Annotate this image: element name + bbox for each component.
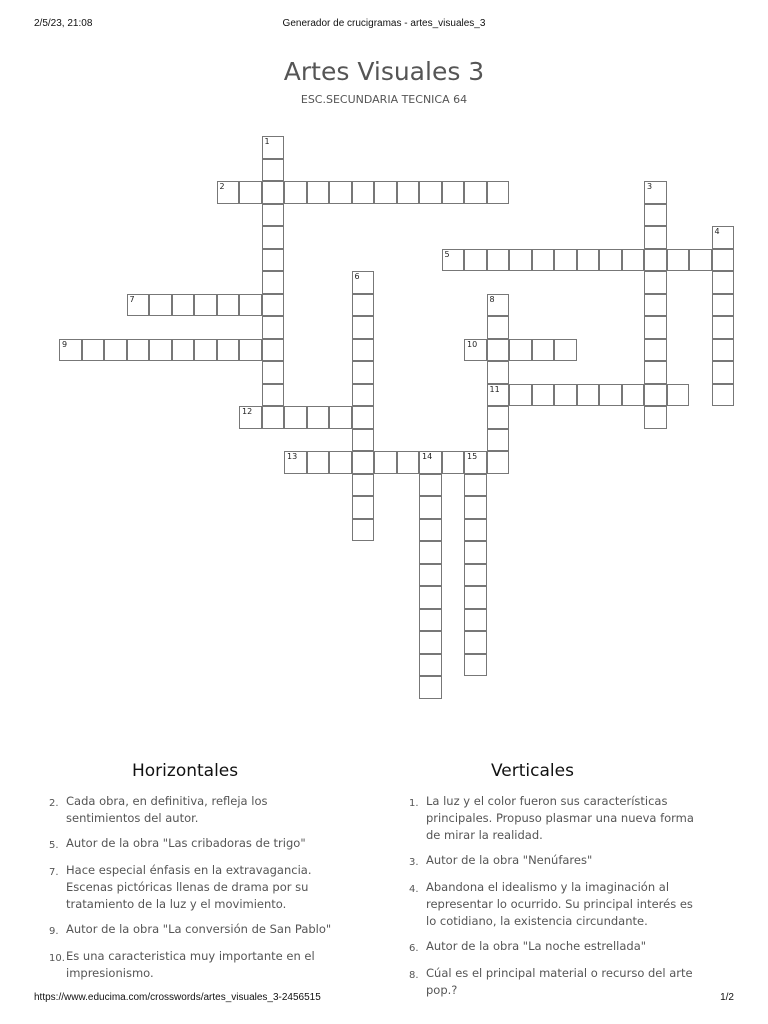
crossword-cell[interactable] (149, 339, 172, 362)
clue-number: 1. (409, 798, 419, 809)
crossword-cell[interactable] (352, 496, 375, 519)
crossword-cell[interactable] (644, 316, 667, 339)
crossword-cell[interactable] (599, 384, 622, 407)
crossword-cell[interactable] (262, 316, 285, 339)
crossword-cell[interactable] (262, 226, 285, 249)
clue-number: 4. (409, 884, 419, 895)
crossword-cell[interactable] (712, 384, 735, 407)
crossword-cell[interactable] (464, 496, 487, 519)
clue-text: La luz y el color fueron sus características principales. Propuso plasmar una nueva forma de mirar la realidad. (426, 794, 694, 842)
crossword-cell[interactable] (577, 384, 600, 407)
crossword-cell[interactable] (644, 384, 667, 407)
crossword-cell[interactable] (352, 294, 375, 317)
crossword-cell[interactable] (172, 294, 195, 317)
crossword-cell[interactable] (442, 249, 465, 272)
crossword-cell[interactable] (149, 294, 172, 317)
crossword-cell[interactable] (464, 339, 487, 362)
crossword-cell[interactable] (352, 451, 375, 474)
clue-item (36, 835, 336, 854)
crossword-cell[interactable] (419, 676, 442, 699)
crossword-cell[interactable] (352, 519, 375, 542)
crossword-cell[interactable] (554, 384, 577, 407)
clue-number: 7. (49, 867, 59, 878)
cell-number: 2 (219, 182, 225, 191)
clue-item (36, 793, 336, 827)
cell-number: 5 (444, 249, 450, 259)
clue-text: Autor de la obra "La noche estrellada" (426, 939, 647, 953)
crossword-cell[interactable] (644, 361, 667, 384)
crossword-cell[interactable] (262, 204, 285, 227)
cell-number: 12 (242, 407, 253, 416)
crossword-cell[interactable] (262, 249, 285, 272)
clue-item (396, 879, 696, 930)
clue-item (396, 965, 696, 999)
crossword-cell[interactable] (194, 339, 217, 362)
crossword-cell[interactable] (419, 181, 442, 204)
clue-text: Abandona el idealismo y la imaginación al representar lo ocurrido. Su principal interés es lo cotidiano, la existencia circundante. (426, 880, 693, 928)
crossword-cell[interactable] (532, 384, 555, 407)
crossword-cell[interactable] (712, 361, 735, 384)
crossword-cell[interactable] (644, 204, 667, 227)
crossword-cell[interactable] (82, 339, 105, 362)
cell-number: 14 (422, 452, 433, 461)
crossword-cell[interactable] (487, 316, 510, 339)
crossword-cell[interactable] (374, 451, 397, 474)
cell-number: 9 (62, 339, 68, 349)
crossword-cell[interactable] (487, 249, 510, 272)
clue-number: 10. (49, 953, 65, 964)
clue-text: Hace especial énfasis en la extravagancia. Escenas pictóricas llenas de drama por su tratamiento de la luz y el movimiento. (66, 863, 312, 911)
crossword-cell[interactable] (487, 429, 510, 452)
crossword-cell[interactable] (329, 451, 352, 474)
crossword-cell[interactable] (509, 339, 532, 362)
clue-text: Cúal es el principal material o recurso del arte pop.? (426, 966, 693, 997)
crossword-cell[interactable] (487, 339, 510, 362)
crossword-cell[interactable] (239, 181, 262, 204)
crossword-cell[interactable] (397, 181, 420, 204)
crossword-cell[interactable] (644, 294, 667, 317)
crossword-cell[interactable] (667, 384, 690, 407)
crossword-cell[interactable] (59, 339, 82, 362)
crossword-cell[interactable] (397, 451, 420, 474)
crossword-cell[interactable] (352, 271, 375, 294)
clue-text: Autor de la obra "La conversión de San Pablo" (66, 922, 332, 936)
crossword-cell[interactable] (464, 451, 487, 474)
clue-text: Es una caracteristica muy importante en el impresionismo. (66, 949, 315, 980)
crossword-cell[interactable] (239, 294, 262, 317)
crossword-cell[interactable] (239, 339, 262, 362)
crossword-cell[interactable] (352, 429, 375, 452)
cell-number: 1 (264, 137, 270, 146)
crossword-cell[interactable] (419, 654, 442, 677)
crossword-cell[interactable] (352, 316, 375, 339)
crossword-cell[interactable] (442, 451, 465, 474)
crossword-cell[interactable] (464, 181, 487, 204)
crossword-cell[interactable] (487, 361, 510, 384)
crossword-cell[interactable] (194, 294, 217, 317)
crossword-cell[interactable] (712, 339, 735, 362)
crossword-cell[interactable] (464, 541, 487, 564)
crossword-cell[interactable] (419, 451, 442, 474)
crossword-cell[interactable] (262, 159, 285, 182)
crossword-cell[interactable] (419, 586, 442, 609)
cell-number: 3 (647, 182, 653, 191)
crossword-cell[interactable] (307, 406, 330, 429)
cell-number: 13 (287, 452, 298, 461)
crossword-cell[interactable] (352, 339, 375, 362)
crossword-cell[interactable] (464, 654, 487, 677)
crossword-cell[interactable] (352, 181, 375, 204)
crossword-cell[interactable] (284, 451, 307, 474)
crossword-cell[interactable] (464, 586, 487, 609)
crossword-cell[interactable] (127, 294, 150, 317)
crossword-cell[interactable] (419, 564, 442, 587)
crossword-cell[interactable] (419, 541, 442, 564)
cell-number: 4 (714, 227, 720, 236)
crossword-cell[interactable] (419, 474, 442, 497)
clue-number: 6. (409, 943, 419, 954)
crossword-cell[interactable] (532, 249, 555, 272)
clue-number: 5. (49, 840, 59, 851)
crossword-cell[interactable] (352, 361, 375, 384)
crossword-cell[interactable] (352, 474, 375, 497)
clue-text: Autor de la obra "Las cribadoras de trigo" (66, 836, 306, 850)
crossword-cell[interactable] (464, 609, 487, 632)
crossword-cell[interactable] (442, 181, 465, 204)
crossword-cell[interactable] (644, 406, 667, 429)
document-title: Artes Visuales 3 (283, 57, 485, 86)
crossword-cell[interactable] (509, 384, 532, 407)
crossword-cell[interactable] (689, 249, 712, 272)
cell-number: 8 (489, 294, 495, 304)
crossword-cell[interactable] (217, 181, 240, 204)
crossword-cell[interactable] (532, 339, 555, 362)
crossword-cell[interactable] (419, 631, 442, 654)
crossword-cell[interactable] (554, 339, 577, 362)
crossword-cell[interactable] (329, 181, 352, 204)
crossword-cell[interactable] (712, 271, 735, 294)
crossword-cell[interactable] (352, 384, 375, 407)
crossword-cell[interactable] (487, 406, 510, 429)
cell-number: 10 (467, 339, 478, 349)
clue-item (396, 938, 696, 957)
crossword-cell[interactable] (712, 294, 735, 317)
crossword-cell[interactable] (712, 249, 735, 272)
crossword-cell[interactable] (284, 181, 307, 204)
crossword-cell[interactable] (644, 339, 667, 362)
down-heading: Verticales (491, 761, 574, 781)
clue-text: Autor de la obra "Nenúfares" (426, 853, 593, 867)
print-header-title: Generador de crucigramas - artes_visuales_3 (282, 18, 486, 29)
crossword-cell[interactable] (644, 249, 667, 272)
cell-number: 7 (129, 294, 135, 304)
crossword-cell[interactable] (262, 294, 285, 317)
crossword-cell[interactable] (352, 406, 375, 429)
clue-number: 2. (49, 798, 59, 809)
crossword-cell[interactable] (262, 181, 285, 204)
cell-number: 6 (354, 272, 360, 281)
clue-number: 8. (409, 970, 419, 981)
print-footer-page: 1/2 (720, 992, 734, 1003)
crossword-cell[interactable] (509, 249, 532, 272)
crossword-cell[interactable] (644, 271, 667, 294)
crossword-cell[interactable] (262, 339, 285, 362)
crossword-cell[interactable] (262, 406, 285, 429)
crossword-cell[interactable] (329, 406, 352, 429)
clue-number: 9. (49, 926, 59, 937)
crossword-cell[interactable] (374, 181, 397, 204)
crossword-cell[interactable] (307, 451, 330, 474)
crossword-cell[interactable] (464, 519, 487, 542)
crossword-cell[interactable] (554, 249, 577, 272)
crossword-cell[interactable] (644, 181, 667, 204)
crossword-cell[interactable] (599, 249, 622, 272)
crossword-cell[interactable] (622, 384, 645, 407)
crossword-cell[interactable] (217, 339, 240, 362)
crossword-cell[interactable] (464, 631, 487, 654)
crossword-cell[interactable] (464, 474, 487, 497)
crossword-cell[interactable] (712, 226, 735, 249)
crossword-cell[interactable] (487, 181, 510, 204)
crossword-cell[interactable] (712, 316, 735, 339)
print-footer-url: https://www.educima.com/crosswords/artes_visuales_3-2456515 (34, 992, 321, 1003)
crossword-cell[interactable] (644, 226, 667, 249)
crossword-cell[interactable] (667, 249, 690, 272)
crossword-cell[interactable] (487, 294, 510, 317)
cell-number: 11 (489, 384, 500, 394)
crossword-cell[interactable] (622, 249, 645, 272)
crossword-cell[interactable] (127, 339, 150, 362)
crossword-cell[interactable] (262, 136, 285, 159)
across-heading: Horizontales (132, 761, 239, 781)
print-header-datetime: 2/5/23, 21:08 (34, 18, 93, 29)
clue-item (36, 948, 336, 982)
clue-item (396, 852, 696, 871)
crossword-cell[interactable] (307, 181, 330, 204)
crossword-cell[interactable] (419, 496, 442, 519)
crossword-cell[interactable] (284, 406, 307, 429)
crossword-cell[interactable] (464, 564, 487, 587)
crossword-cell[interactable] (217, 294, 240, 317)
crossword-cell[interactable] (262, 384, 285, 407)
crossword-cell[interactable] (239, 406, 262, 429)
clue-item (396, 793, 696, 844)
document-subtitle: ESC.SECUNDARIA TECNICA 64 (300, 93, 468, 106)
crossword-cell[interactable] (419, 609, 442, 632)
clue-item (36, 862, 336, 913)
crossword-cell[interactable] (577, 249, 600, 272)
crossword-cell[interactable] (262, 361, 285, 384)
crossword-cell[interactable] (487, 451, 510, 474)
crossword-cell[interactable] (464, 249, 487, 272)
across-clue-list (36, 793, 336, 990)
clue-number: 3. (409, 857, 419, 868)
crossword-cell[interactable] (262, 271, 285, 294)
cell-number: 15 (467, 452, 478, 461)
clue-item (36, 921, 336, 940)
clue-text: Cada obra, en definitiva, refleja los sentimientos del autor. (66, 794, 268, 825)
crossword-cell[interactable] (172, 339, 195, 362)
down-clue-list (396, 793, 696, 1007)
crossword-cell[interactable] (104, 339, 127, 362)
crossword-cell[interactable] (487, 384, 510, 407)
crossword-cell[interactable] (419, 519, 442, 542)
